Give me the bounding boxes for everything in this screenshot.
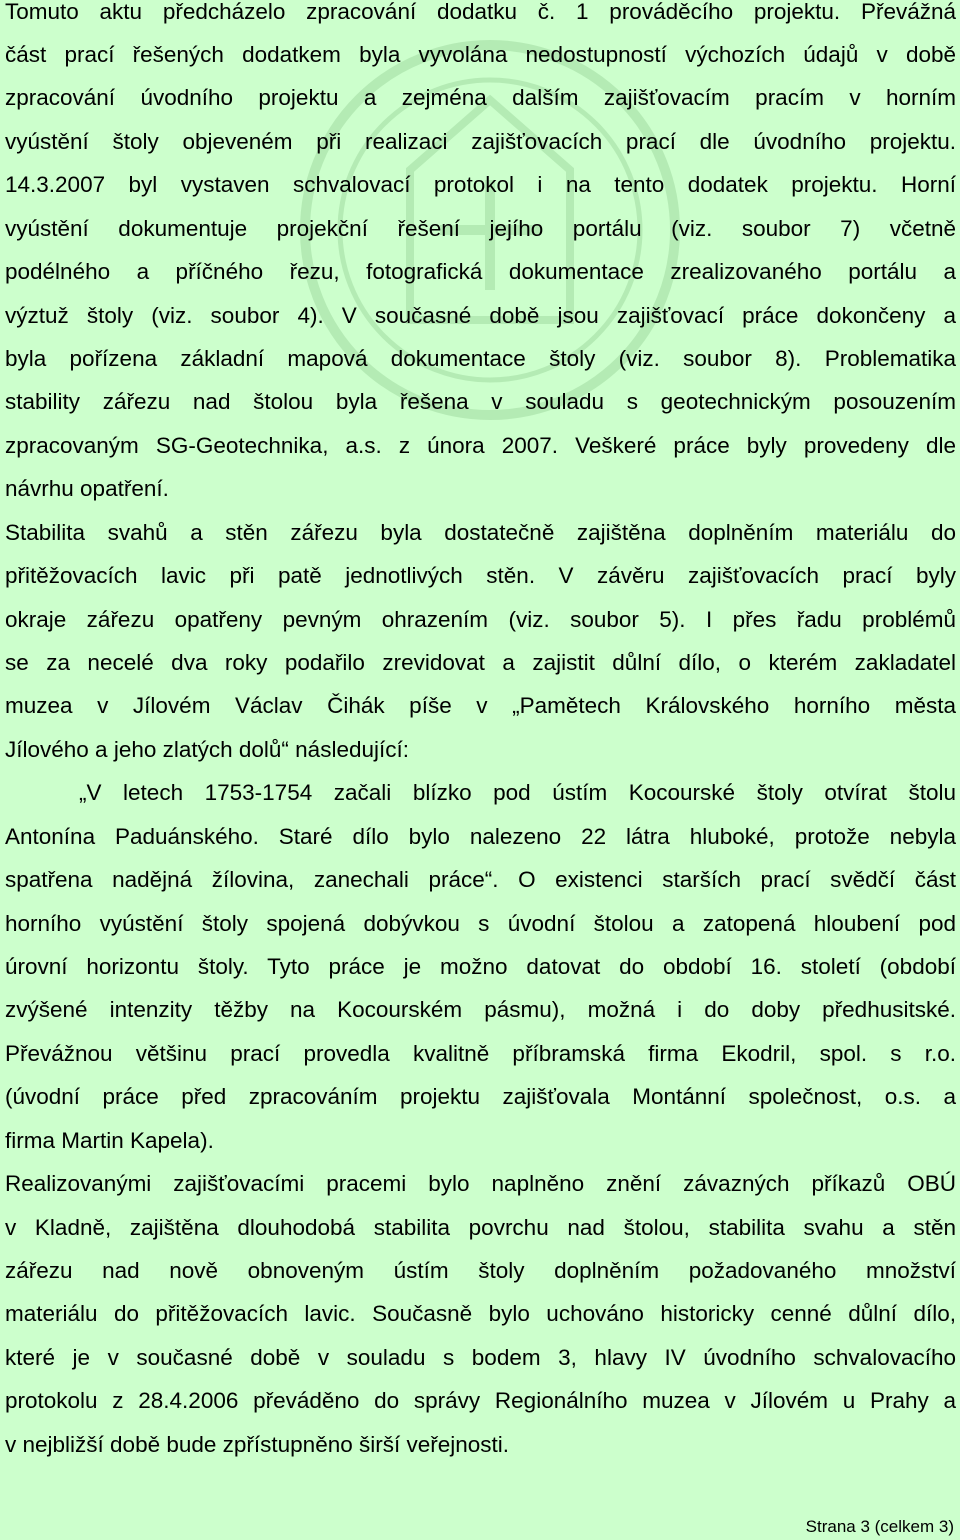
text-line: část prací řešených dodatkem byla vyvolána nedostupností výchozích údajů v době <box>5 42 956 67</box>
text-line: v Kladně, zajištěna dlouhodobá stabilita povrchu nad štolou, stabilita svahu a stěn <box>5 1215 956 1240</box>
text-line: Realizovanými zajišťovacími pracemi bylo naplněno znění závazných příkazů OBÚ <box>5 1171 956 1196</box>
text-line: muzea v Jílovém Václav Čihák píše v „Pamětech Královského horního města <box>5 693 956 718</box>
text-line: horního vyústění štoly spojená dobývkou s úvodní štolou a zatopená hloubení pod <box>5 911 956 936</box>
text-line: vyústění dokumentuje projekční řešení jejího portálu (viz. soubor 7) včetně <box>5 216 956 241</box>
text-line: přitěžovacích lavic při patě jednotlivých stěn. V závěru zajišťovacích prací byly <box>5 563 956 588</box>
text-line: (úvodní práce před zpracováním projektu zajišťovala Montánní společnost, o.s. a <box>5 1084 956 1109</box>
text-line: Jílového a jeho zlatých dolů“ následující: <box>5 737 409 762</box>
text-line: okraje zářezu opatřeny pevným ohrazením (viz. soubor 5). I přes řadu problémů <box>5 607 956 632</box>
text-line: Tomuto aktu předcházelo zpracování dodatku č. 1 prováděcího projektu. Převážná <box>5 0 956 24</box>
text-line: vyústění štoly objeveném při realizaci zajišťovacích prací dle úvodního projektu. <box>5 129 956 154</box>
text-line: v nejbližší době bude zpřístupněno širší veřejnosti. <box>5 1432 510 1457</box>
text-line: Převážnou většinu prací provedla kvalitně příbramská firma Ekodril, spol. s r.o. <box>5 1041 956 1066</box>
text-line: výztuž štoly (viz. soubor 4). V současné době jsou zajišťovací práce dokončeny a <box>5 303 956 328</box>
text-line: se za necelé dva roky podařilo zrevidovat a zajistit důlní dílo, o kterém zakladatel <box>5 650 956 675</box>
text-line: materiálu do přitěžovacích lavic. Současně bylo uchováno historicky cenné důlní dílo, <box>5 1301 956 1326</box>
text-line: spatřena nadějná žílovina, zanechali práce“. O existenci starších prací svědčí část <box>5 867 956 892</box>
page-number: Strana 3 (celkem 3) <box>805 1517 954 1536</box>
text-line: Antonína Paduánského. Staré dílo bylo nalezeno 22 látra hluboké, protože nebyla <box>5 824 956 849</box>
text-line: Stabilita svahů a stěn zářezu byla dostatečně zajištěna doplněním materiálu do <box>5 520 956 545</box>
text-line: 14.3.2007 byl vystaven schvalovací protokol i na tento dodatek projektu. Horní <box>5 172 956 197</box>
text-line: firma Martin Kapela). <box>5 1128 214 1153</box>
text-line: byla pořízena základní mapová dokumentace štoly (viz. soubor 8). Problematika <box>5 346 956 371</box>
quote-first-line: „V letech 1753-1754 začali blízko pod ústím Kocourské štoly otvírat štolu <box>79 780 956 805</box>
museum-seal-watermark <box>290 0 690 500</box>
text-line: zpracovaným SG-Geotechnika, a.s. z února 2007. Veškeré práce byly provedeny dle <box>5 433 956 458</box>
text-line: které je v současné době v souladu s bodem 3, hlavy IV úvodního schvalovacího <box>5 1345 956 1370</box>
text-line: stability zářezu nad štolou byla řešena v souladu s geotechnickým posouzením <box>5 389 956 414</box>
text-line: zpracování úvodního projektu a zejména dalším zajišťovacím pracím v horním <box>5 85 956 110</box>
text-line: návrhu opatření. <box>5 476 169 501</box>
text-line: zvýšené intenzity těžby na Kocourském pásmu), možná i do doby předhusitské. <box>5 997 956 1022</box>
text-line: zářezu nad nově obnoveným ústím štoly doplněním požadovaného množství <box>5 1258 956 1283</box>
text-line: úrovní horizontu štoly. Tyto práce je možno datovat do období 16. století (období <box>5 954 956 979</box>
text-line: protokolu z 28.4.2006 převáděno do správy Regionálního muzea v Jílovém u Prahy a <box>5 1388 956 1413</box>
text-line: podélného a příčného řezu, fotografická dokumentace zrealizovaného portálu a <box>5 259 956 284</box>
